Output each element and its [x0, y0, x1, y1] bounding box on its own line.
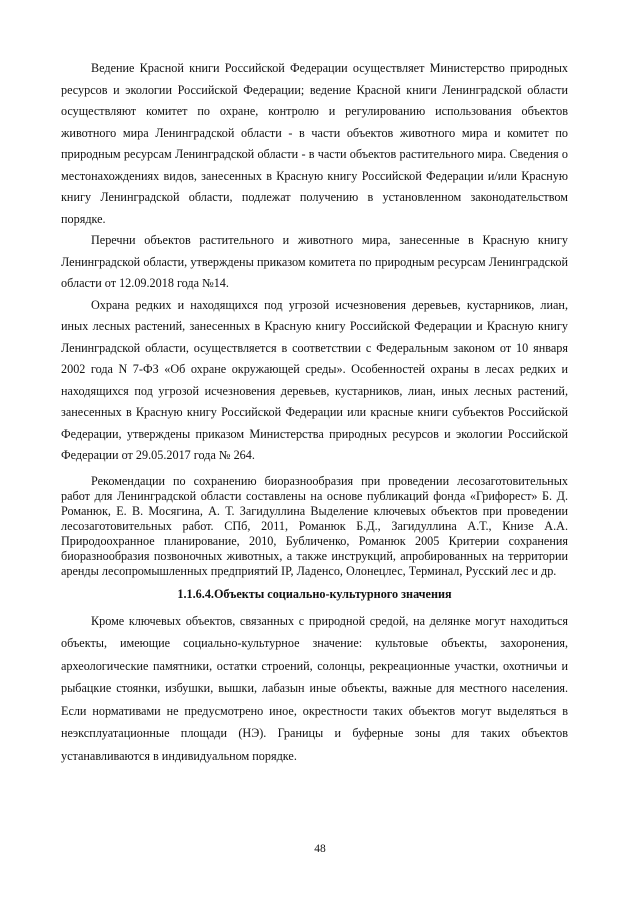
paragraph-protection-law: Охрана редких и находящихся под угрозой исчезновения деревьев, кустарников, лиан, иных лесных растений, занесенных в Красную книгу Российской Федерации и Красную книгу Ленинградской области, осуществляется в соответствии с Федеральным законом от 10 января 2002 года N 7-ФЗ «Об охране окружающей среды». Особенностей охраны в лесах редких и находящихся под угрозой исчезновения деревьев, кустарников, лиан, иных лесных растений, занесенных в Красную книгу Российской Федерации или красные книги субъектов Российской Федерации, утверждены приказом Министерства природных ресурсов и экологии Российской Федерации от 29.05.2017 года № 264. — [61, 297, 568, 462]
document-body — [61, 58, 568, 767]
section-heading: 1.1.6.4.Объекты социально-культурного значения — [177, 586, 452, 601]
paragraph-biodiversity-recommendations: Рекомендации по сохранению биоразнообразия при проведении лесозаготовительных работ для Ленинградской области составлены на основе публикаций фонда «Грифорест» Б. Д. Романюк, Е. В. Мосягина, А. Т. Загидуллина Выделение ключевых объектов при проведении лесозаготовительных работ. СПб, 2011, Романюк Б.Д., Загидуллина А.Т., Книзе А.А. Природоохранное планирование, 2010, Бубличенко, Романюк 2005 Критерии сохранения биоразнообразия позвоночных животных, а также инструкций, апробированных на территории аренды лесопромышленных предприятий IP, Ладенсо, Олонецлес, Терминал, Русский лес и др. — [61, 473, 568, 578]
paragraph-red-book-management: Ведение Красной книги Российской Федерации осуществляет Министерство природных ресурсов и экологии Российской Федерации; ведение Красной книги Ленинградской области осуществляют комитет по охране, контролю и регулированию использования объектов животного мира Ленинградской области - в части объектов животного мира и комитет по природным ресурсам Ленинградской области - в части объектов растительного мира. Сведения о местонахождениях видов, занесенных в Красную книгу Российской Федерации и/или Красную книгу Ленинградской области, подлежат получению в установленном законодательством порядке. — [61, 61, 568, 226]
paragraph-socio-cultural-objects: Кроме ключевых объектов, связанных с природной средой, на делянке могут находиться объекты, имеющие социально-культурное значение: культовые объекты, захоронения, археологические памятники, остатки строений, солонцы, рекреационные участки, охотничьи и рыбацкие стоянки, избушки, вышки, лабазын иные объекты, важные для местного населения. Если нормативами не предусмотрено иное, окрестности таких объектов могут выделяться в неэксплуатационные площади (НЭ). Границы и буферные зоны для таких объектов устанавливаются в индивидуальном порядке. — [61, 613, 568, 763]
page-number: 48 — [314, 843, 326, 855]
paragraph-lists-approval: Перечни объектов растительного и животного мира, занесенные в Красную книгу Ленинградской области, утверждены приказом комитета по природным ресурсам Ленинградской области от 12.09.2018 года №14. — [61, 233, 568, 290]
